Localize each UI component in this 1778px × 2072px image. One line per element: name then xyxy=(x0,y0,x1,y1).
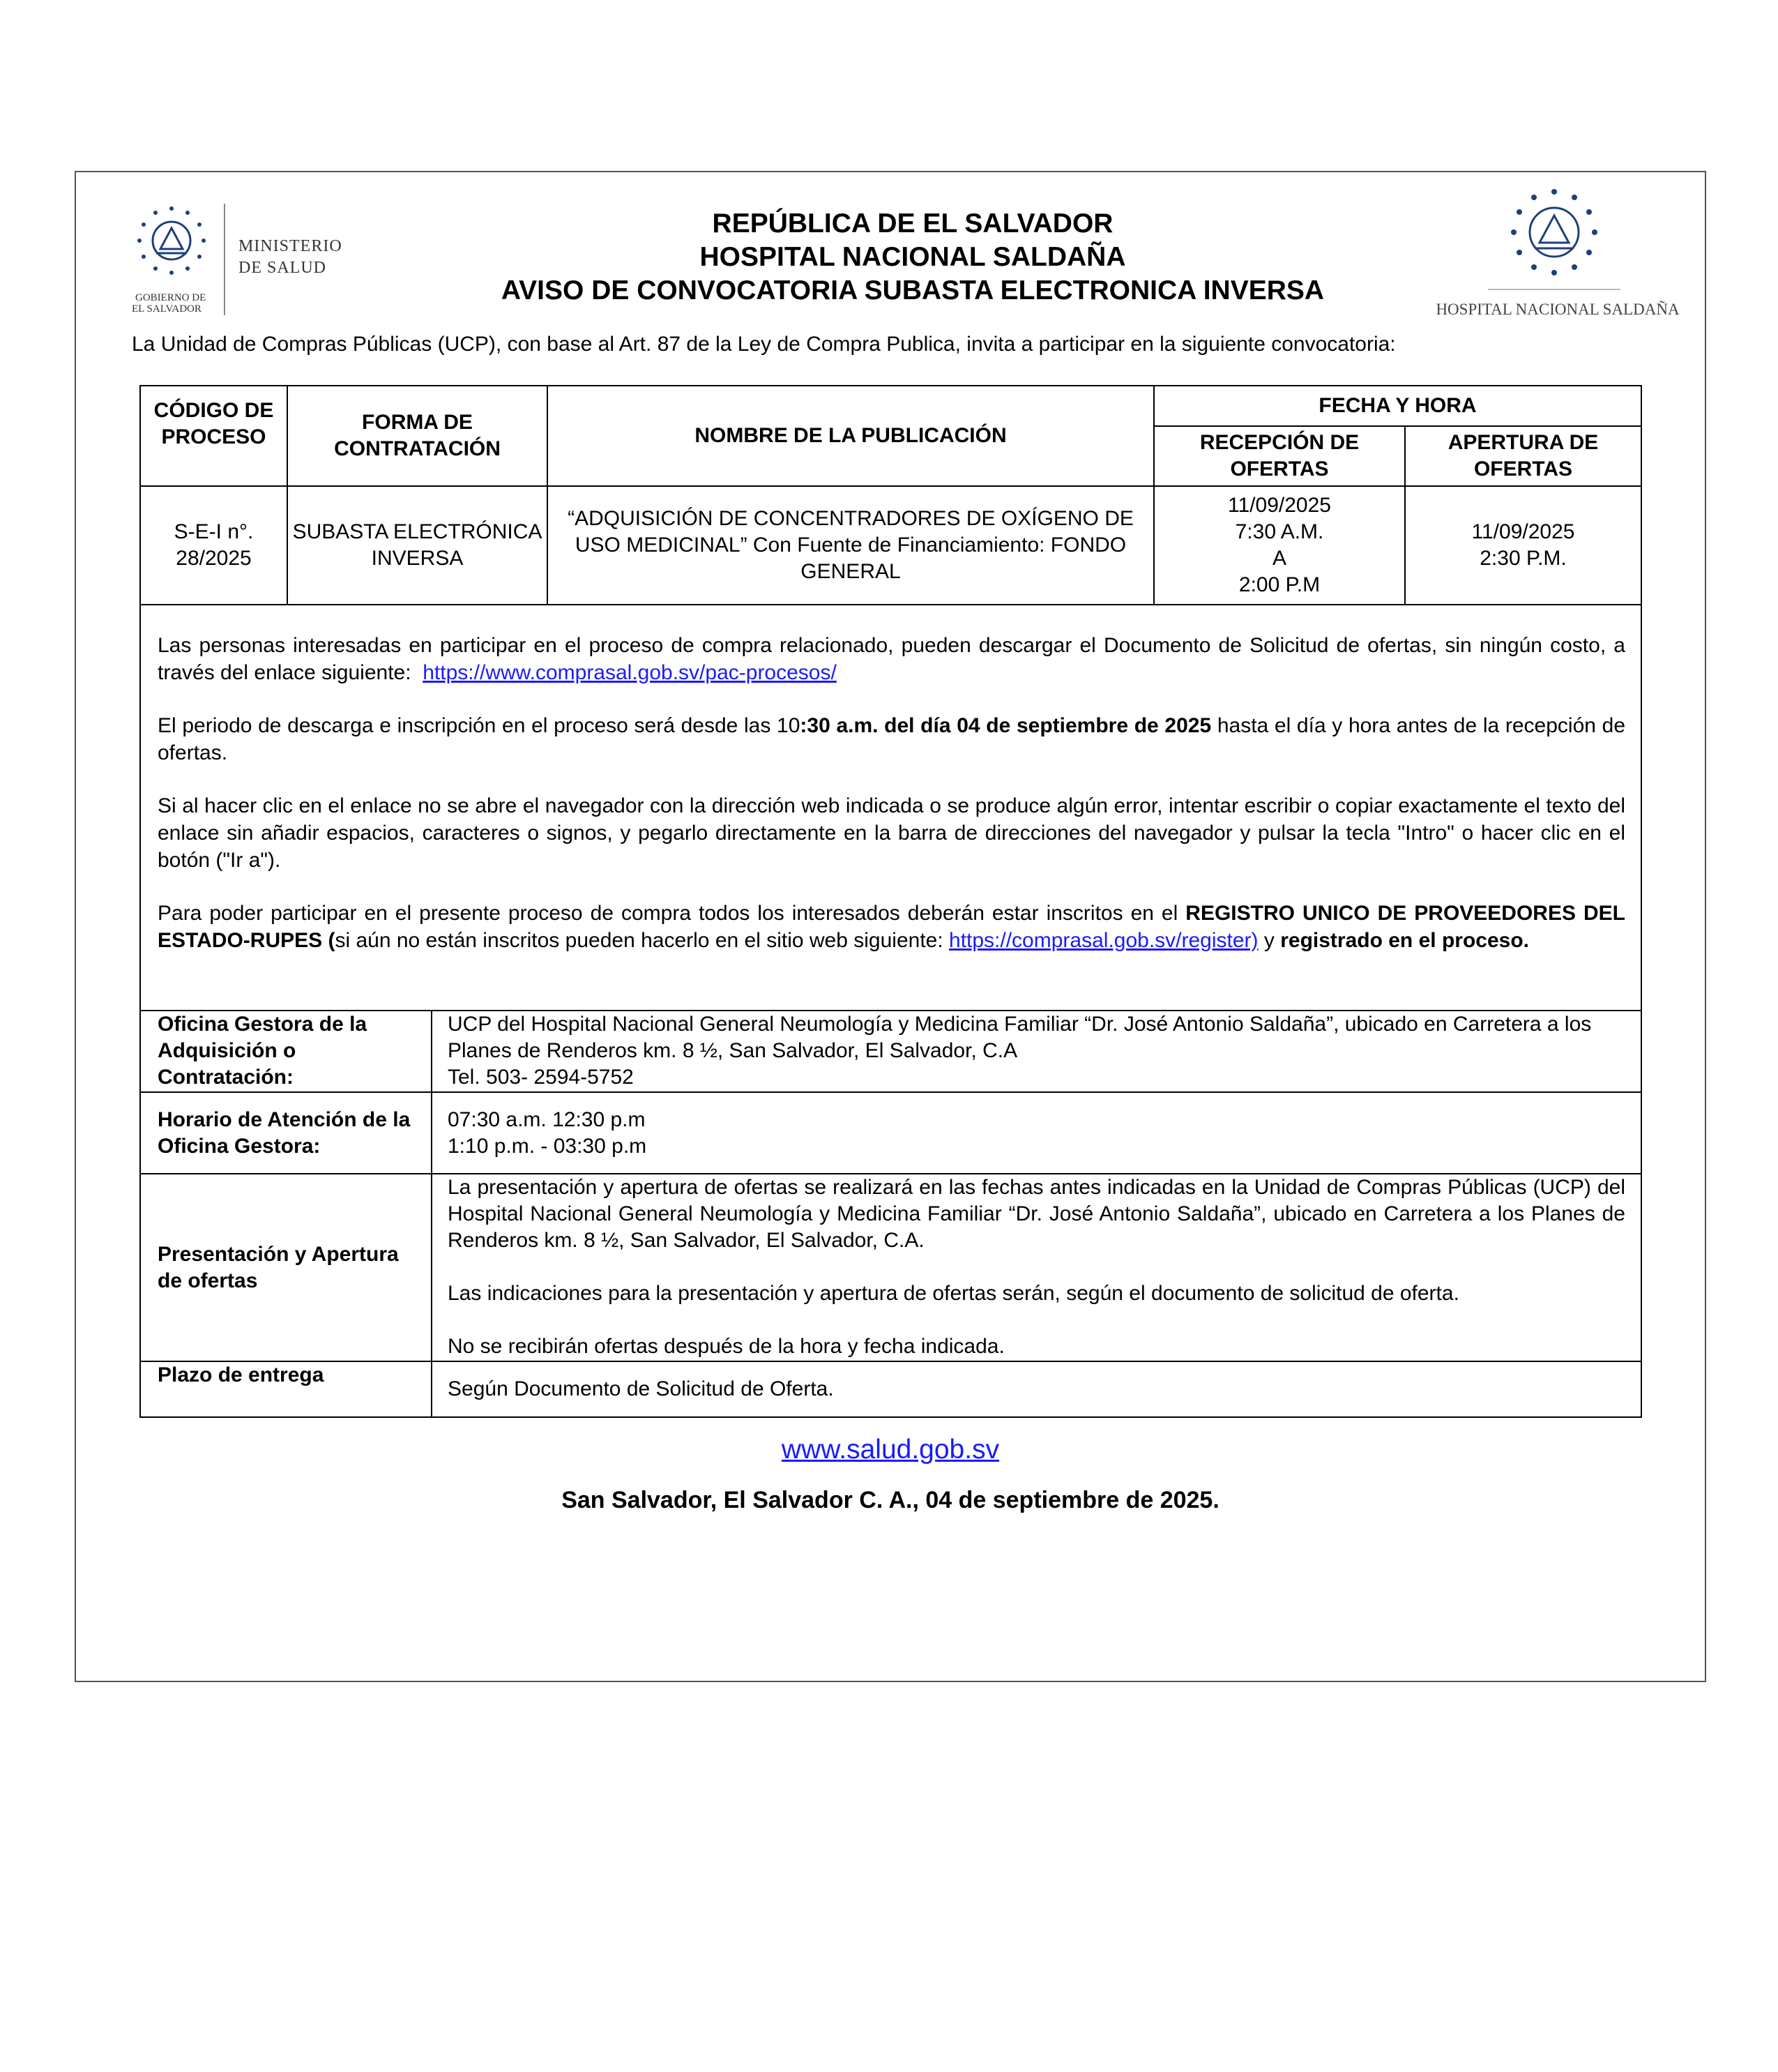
plazo-value: Según Documento de Solicitud de Oferta. xyxy=(432,1361,1641,1417)
table-row xyxy=(140,1174,1641,1361)
cell-codigo: S-E-I n°. 28/2025 xyxy=(140,486,287,605)
header-codigo: CÓDIGO DE PROCESO xyxy=(140,386,287,486)
register-link[interactable]: https://comprasal.gob.sv/register) xyxy=(949,929,1259,952)
svg-text:MINISTERIO: MINISTERIO xyxy=(238,237,342,255)
notice-frame xyxy=(75,171,1706,1682)
header-recepcion: RECEPCIÓN DE OFERTAS xyxy=(1154,426,1405,486)
download-paragraph: Las personas interesadas en participar en el proceso de compra relacionado, pueden descargar el Documento de Solicitud de ofertas, sin ningún costo, a través del enlace siguiente: https://www.comprasal.gob.sv/pac-procesos/ xyxy=(158,634,1625,684)
website-link-wrapper xyxy=(76,1435,1705,1465)
svg-text:HOSPITAL NACIONAL SALDAÑA: HOSPITAL NACIONAL SALDAÑA xyxy=(1436,301,1680,318)
horario-value: 07:30 a.m. 12:30 p.m 1:10 p.m. - 03:30 p.m xyxy=(432,1092,1641,1174)
rupes-paragraph: Para poder participar en el presente proceso de compra todos los interesados deberán estar inscritos en el REGISTRO UNICO DE PROVEEDORES DEL ESTADO-RUPES (si aún no están inscritos pueden hacerlo en el sitio web siguiente: https://comprasal.gob.sv/register) y registrado en el proceso. xyxy=(158,902,1625,952)
government-seal-icon xyxy=(128,200,435,319)
presentacion-label: Presentación y Apertura de ofertas xyxy=(140,1174,432,1361)
horario-label: Horario de Atención de la Oficina Gestora: xyxy=(140,1092,432,1174)
process-table xyxy=(139,385,1642,605)
svg-text:GOBIERNO DE: GOBIERNO DE xyxy=(135,292,206,303)
table-row xyxy=(140,1011,1641,1092)
title-line-notice: AVISO DE CONVOCATORIA SUBASTA ELECTRONICA INVERSA xyxy=(501,275,1325,305)
svg-text:DE SALUD: DE SALUD xyxy=(238,259,326,277)
hospital-seal-icon xyxy=(1425,185,1690,324)
table-row xyxy=(140,486,1641,605)
intro-paragraph: La Unidad de Compras Públicas (UCP), con base al Art. 87 de la Ley de Compra Publica, invita a participar en la siguiente convocatoria: xyxy=(132,333,1396,356)
oficina-value: UCP del Hospital Nacional General Neumología y Medicina Familiar “Dr. José Antonio Saldaña”, ubicado en Carretera a los Planes de Renderos km. 8 ½, San Salvador, El Salvador, C.A Tel. 503- 2594-5752 xyxy=(432,1011,1641,1092)
header-forma: FORMA DE CONTRATACIÓN xyxy=(287,386,547,486)
hospital-saldana-logo xyxy=(1425,185,1690,324)
closing-date-line: San Salvador, El Salvador C. A., 04 de septiembre de 2025. xyxy=(561,1487,1219,1513)
oficina-label: Oficina Gestora de la Adquisición o Contratación: xyxy=(140,1011,432,1092)
table-row xyxy=(140,1361,1641,1417)
header-apertura: APERTURA DE OFERTAS xyxy=(1405,426,1641,486)
table-row xyxy=(140,1092,1641,1174)
header-nombre: NOMBRE DE LA PUBLICACIÓN xyxy=(547,386,1154,486)
svg-text:EL SALVADOR: EL SALVADOR xyxy=(132,303,202,315)
download-period-paragraph: El periodo de descarga e inscripción en el proceso será desde las 10:30 a.m. del día 04 de septiembre de 2025 hasta el día y hora antes de la recepción de ofertas. xyxy=(158,714,1626,764)
plazo-label: Plazo de entrega xyxy=(140,1361,432,1417)
ministerio-de-salud-logo xyxy=(128,200,435,319)
notice-title-block xyxy=(425,207,1401,308)
link-help-paragraph: Si al hacer clic en el enlace no se abre el navegador con la dirección web indicada o se produce algún error, intentar escribir o copiar exactamente el texto del enlace sin añadir espacios, caracteres o signos, y pegarlo directamente en la barra de direcciones del navegador y pulsar la tecla "Intro" o hacer clic en el botón ("Ir a"). xyxy=(158,794,1625,872)
title-line-hospital: HOSPITAL NACIONAL SALDAÑA xyxy=(699,242,1126,272)
header-fecha-hora: FECHA Y HORA xyxy=(1154,386,1641,426)
salud-website-link[interactable]: www.salud.gob.sv xyxy=(781,1435,1000,1465)
pac-procesos-link[interactable]: https://www.comprasal.gob.sv/pac-procesos/ xyxy=(423,661,837,684)
cell-forma: SUBASTA ELECTRÓNICA INVERSA xyxy=(287,486,547,605)
presentacion-value: La presentación y apertura de ofertas se realizará en las fechas antes indicadas en la Unidad de Compras Públicas (UCP) del Hospital Nacional General Neumología y Medicina Familiar “Dr. José Antonio Saldaña”, ubicado en Carretera a los Planes de Renderos km. 8 ½, San Salvador, El Salvador, C.A. Las indicaciones para la presentación y apertura de ofertas serán, según el documento de solicitud de oferta. No se recibirán ofertas después de la hora y fecha indicada. xyxy=(432,1174,1641,1361)
title-line-republic: REPÚBLICA DE EL SALVADOR xyxy=(712,209,1114,239)
cell-apertura: 11/09/2025 2:30 P.M. xyxy=(1405,486,1641,605)
cell-recepcion: 11/09/2025 7:30 A.M. A 2:00 P.M xyxy=(1154,486,1405,605)
instructions-block xyxy=(139,604,1642,1011)
cell-nombre: “ADQUISICIÓN DE CONCENTRADORES DE OXÍGENO DE USO MEDICINAL” Con Fuente de Financiamiento: FONDO GENERAL xyxy=(547,486,1154,605)
office-info-table xyxy=(139,1010,1642,1418)
